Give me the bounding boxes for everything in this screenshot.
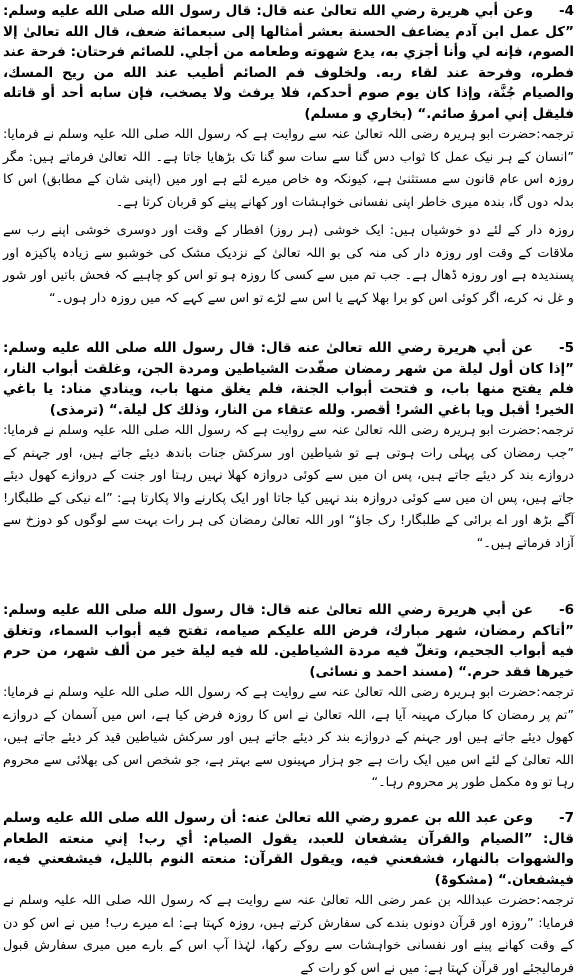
hadith-5 bbox=[3, 338, 574, 555]
hadith-6 bbox=[3, 600, 574, 795]
translation-label: ترجمہ: bbox=[536, 423, 574, 438]
translation-label: ترجمہ: bbox=[536, 685, 574, 700]
hadith-translation bbox=[3, 890, 574, 980]
translation-label: ترجمہ: bbox=[536, 127, 574, 142]
translation-text: حضرت ابو ہریرہ رضی اللہ تعالیٰ عنہ سے روایت ہے کہ رسول اللہ صلی اللہ علیہ وسلم نے فرمایا: ”جب رمضان کی پہلی رات ہوتی ہے تو شیاطین اور سرکش جنات باندھ دیئے جاتے ہیں، اور جہنم کے دروازے بند کر دیئے جاتے ہیں، پس ان میں سے کوئی دروازہ کھلا نہیں رہتا اور جنت کے دروازے کھول دیئے جاتے ہیں، پس ان میں سے کوئی دروازہ بند نہیں کیا جاتا اور ایک پکارنے والا پکارتا ہے: ”اے نیکی کے طلبگار! آگے بڑھ اور اے برائی کے طلبگار! رک جاؤ“ اور اللہ تعالیٰ رمضان کی ہر رات بہت سے لوگوں کو دوزخ سے آزاد فرماتے ہیں۔“ bbox=[3, 423, 574, 551]
hadith-arabic-text: وعن أبي هريرة رضي الله تعالىٰ عنه قال: قال رسول الله صلى الله عليه وسلم: ”كل عمل ابن آدم يضاعف الحسنة بعشر أمثالها إلى سبعمائة ضعف، قال الله تعالىٰ إلا الصوم، فإنه لي وأنا أجزي به، يدع شهوته وطعامه من أجلي. للصائم فرحتان: فرحة عند فطره، وفرحة عند لقاء ربه. ولخلوف فم الصائم أطيب عند الله من ريح المسك، والصيام جُنَّة، وإذا كان يوم صوم أحدكم، فلا يرفث ولا يصخب، فإن سابه أحد أو قاتله فليقل إني امرؤ صائم.“ bbox=[3, 3, 574, 122]
hadith-translation bbox=[3, 124, 574, 214]
hadith-4 bbox=[3, 1, 574, 310]
hadith-number: 6- bbox=[558, 602, 574, 618]
translation-text: حضرت ابو ہریرہ رضی اللہ تعالیٰ عنہ سے روایت ہے کہ رسول اللہ صلی اللہ علیہ وسلم نے فرمایا: ”انسان کے ہر نیک عمل کا ثواب دس گنا سے سات سو گنا تک بڑھایا جاتا ہے۔ اللہ تعالیٰ فرماتے ہیں: مگر روزہ اس عام قانون سے مستثنیٰ ہے، کیونکہ وہ خاص میرے لئے ہے اور میں (اپنی شان کے مطابق) اس کا بدلہ دوں گا، بندہ میری خاطر اپنی نفسانی خواہشات اور کھانے پینے کو قربان کرتا ہے۔ bbox=[3, 127, 574, 210]
hadith-source: (بخاري و مسلم) bbox=[304, 105, 413, 122]
hadith-arabic-text: وعن عبد الله بن عمرو رضي الله تعالىٰ عنه: أن رسول الله صلى الله عليه وسلم قال: ”الصيام والقرآن يشفعان للعبد، يقول الصيام: أي رب! إني منعته الطعام والشهوات بالنهار، فشفعني فيه، ويقول القرآن: منعته النوم بالليل، فيشفعني فيه، فيشفعان.“ bbox=[3, 810, 574, 888]
hadith-source: (مشکوۃ) bbox=[434, 871, 494, 888]
hadith-arabic-text: عن أبي هريرة رضي الله تعالىٰ عنه قال: قال رسول الله صلى الله عليه وسلم: ”أتاكم رمضان، شهر مبارك، فرض الله عليكم صيامه، تفتح فيه أبواب السماء، وتغلق فيه أبواب الجحيم، وتغلّ فيه مردة الشياطين. لله فيه ليلة خير من ألف شهر، من حرم خيرها فقد حرم.“ bbox=[3, 602, 574, 680]
hadith-arabic-text: عن أبي هريرة رضي الله تعالىٰ عنه قال: قال رسول الله صلى الله عليه وسلم: ”إذا كان أول ليلة من شهر رمضان صفّدت الشياطين ومردة الجن، وغلقت أبواب النار، فلم يفتح منها باب، و فتحت أبواب الجنة، فلم يغلق منها باب، وينادي مناد: يا باغي الخير! أقبل ويا باغي الشر! أقصر. ولله عتقاء من النار، وذلك كل ليلة.“ bbox=[3, 340, 574, 418]
hadith-translation bbox=[3, 682, 574, 795]
translation-label: ترجمہ: bbox=[536, 893, 574, 908]
hadith-number: 5- bbox=[558, 340, 574, 356]
hadith-number: 4- bbox=[558, 3, 574, 19]
hadith-arabic bbox=[3, 600, 574, 682]
hadith-source: (مسند احمد و نسائی) bbox=[309, 663, 454, 680]
hadith-arabic bbox=[3, 338, 574, 420]
hadith-source: (ترمذی) bbox=[49, 401, 105, 418]
hadith-translation-continued: روزہ دار کے لئے دو خوشیاں ہیں: ایک خوشی (ہر روز) افطار کے وقت اور دوسری خوشی اپنے رب سے ملاقات کے وقت اور روزہ دار کی منہ کی بو اللہ تعالیٰ کے نزدیک مشک کی خوشبو سے زیادہ پاکیزہ اور پسندیدہ ہے اور روزہ ڈھال ہے۔ جب تم میں سے کسی کا روزہ ہو تو اس کو چاہیے کہ فحش باتیں اور شور و غل نہ کرے، اگر کوئی اس کو برا بھلا کہے یا اس سے لڑے تو اس سے کہے کہ میں روزہ دار ہوں۔“ bbox=[3, 223, 574, 306]
hadith-arabic bbox=[3, 1, 574, 124]
hadith-number: 7- bbox=[558, 810, 574, 826]
translation-text: حضرت عبداللہ بن عمر رضی اللہ تعالیٰ عنہ سے روایت ہے کہ رسول اللہ صلی اللہ علیہ وسلم نے فرمایا: ”روزہ اور قرآن دونوں بندے کی سفارش کرتے ہیں، روزہ کہتا ہے: اے میرے رب! میں نے اس کو دن کے وقت کھانے پینے اور نفسانی خواہشات سے روکے رکھا، لہٰذا آپ اس کے بارے میں میری سفارش قبول فرمالیجئے اور قرآن کہتا ہے: میں نے اس کو رات کے bbox=[3, 893, 574, 976]
translation-text: حضرت ابو ہریرہ رضی اللہ تعالیٰ عنہ سے روایت ہے کہ رسول اللہ صلی اللہ علیہ وسلم نے فرمایا: ”تم پر رمضان کا مبارک مہینہ آیا ہے، اللہ تعالیٰ نے اس کا روزہ فرض کیا ہے، اس میں آسمان کے دروازے کھول دیئے جاتے ہیں اور جہنم کے دروازے بند کر دیئے جاتے ہیں اور سرکش شیاطین قید کر دیئے جاتے ہیں، اللہ تعالیٰ کے لئے اس میں ایک رات ہے جو ہزار مہینوں سے بہتر ہے، جو شخص اس کی بھلائی سے محروم رہا تو وہ مکمل طور پر محروم رہا۔“ bbox=[3, 685, 574, 790]
hadith-arabic bbox=[3, 808, 574, 890]
hadith-translation bbox=[3, 420, 574, 555]
hadith-7 bbox=[3, 808, 574, 980]
